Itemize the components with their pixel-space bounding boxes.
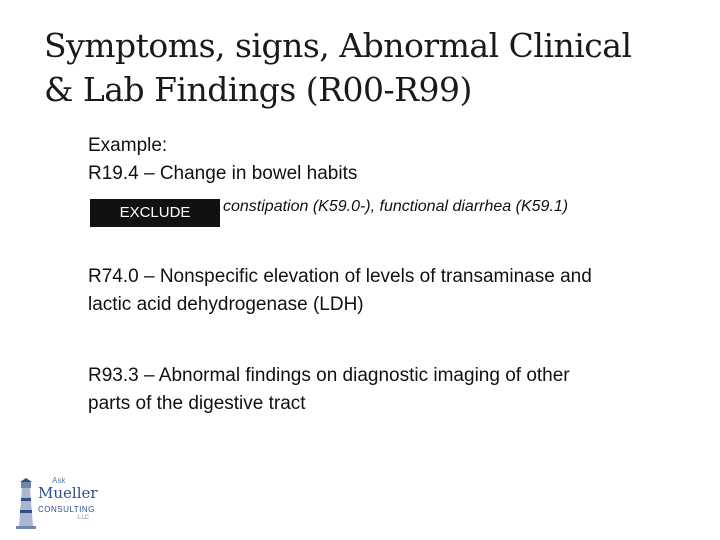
code-r93-3-block (88, 362, 570, 418)
company-logo (14, 476, 98, 532)
logo-ask-text: Ask (52, 476, 66, 485)
example-block (88, 132, 357, 188)
exclude-badge: EXCLUDE (90, 199, 220, 227)
code-r93-3-line-2: parts of the digestive tract (88, 393, 306, 414)
lighthouse-icon (14, 478, 38, 530)
title-line-2: & Lab Findings (R00-R99) (44, 70, 472, 109)
example-label: Example: (88, 135, 168, 156)
code-r74-0-line-1: R74.0 – Nonspecific elevation of levels of transaminase and (88, 266, 592, 287)
code-r93-3-line-1: R93.3 – Abnormal findings on diagnostic imaging of other (88, 365, 570, 386)
code-r74-0-line-2: lactic acid dehydrogenase (LDH) (88, 294, 364, 315)
code-r19-4: R19.4 – Change in bowel habits (88, 163, 358, 184)
slide-title (44, 24, 684, 112)
logo-llc-text: LLC (78, 515, 90, 521)
code-r74-0-block (88, 263, 592, 319)
exclude-note: constipation (K59.0-), functional diarrhea (K59.1) (223, 198, 569, 215)
logo-sub-text: CONSULTING (38, 505, 95, 514)
logo-name-text: Mueller (38, 484, 98, 502)
title-line-1: Symptoms, signs, Abnormal Clinical (44, 26, 632, 65)
